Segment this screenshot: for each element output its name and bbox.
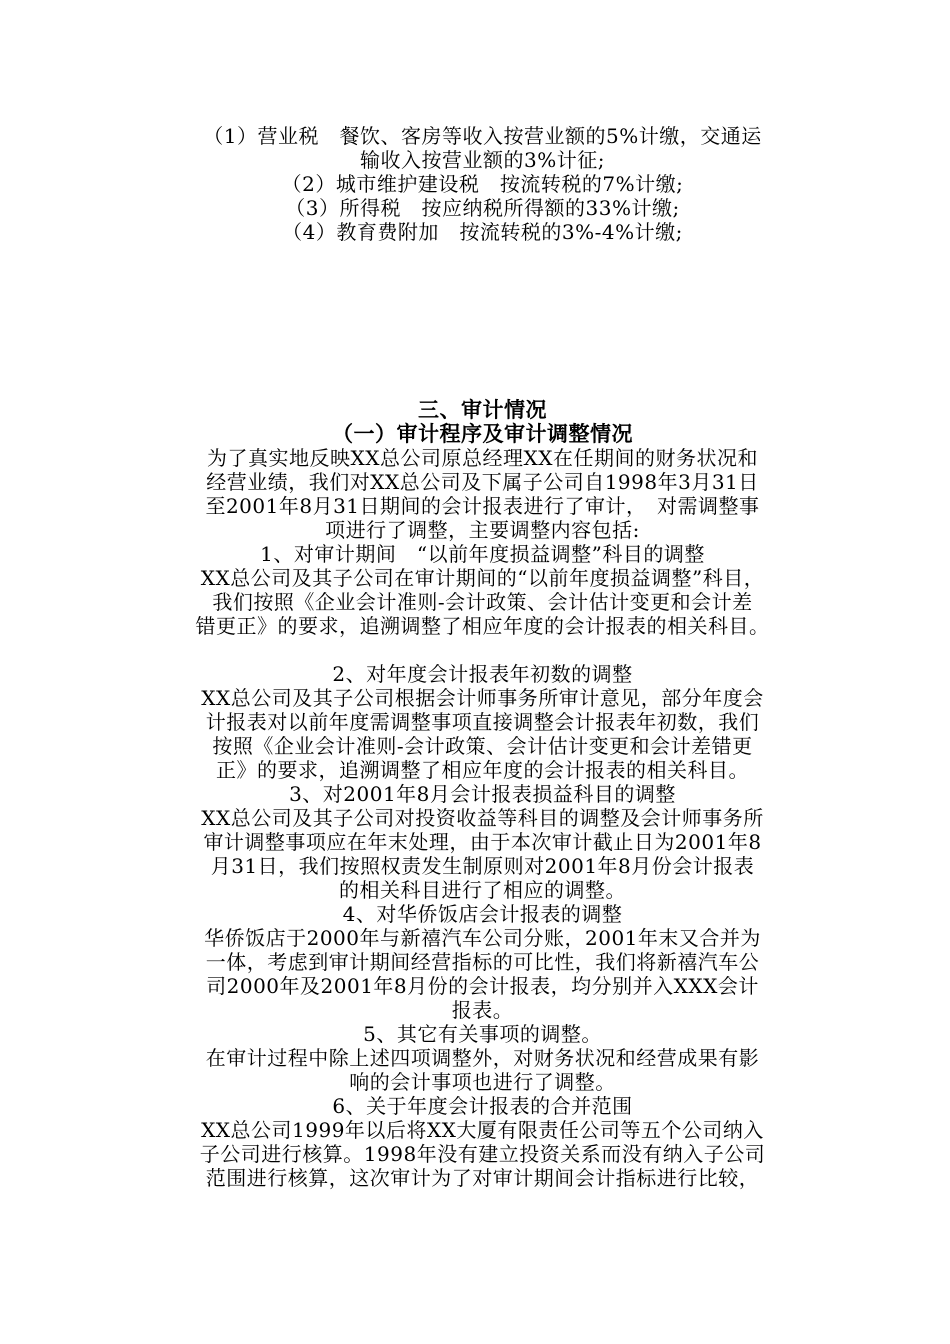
item6-title: 6、关于年度会计报表的合并范围 — [332, 1094, 633, 1118]
audit-section — [150, 398, 815, 1190]
item4-title: 4、对华侨饭店会计报表的调整 — [342, 902, 623, 926]
item5-title: 5、其它有关事项的调整。 — [363, 1022, 602, 1046]
intro-line: 至2001年8月31日期间的会计报表进行了审计， 对需调整事 — [205, 494, 760, 518]
item3-body-line: 月31日，我们按照权责发生制原则对2001年8月份会计报表 — [210, 854, 755, 878]
intro-line: 为了真实地反映XX总公司原总经理XX在任期间的财务状况和 — [207, 446, 758, 470]
item3-title: 3、对2001年8月会计报表损益科目的调整 — [289, 782, 676, 806]
item3-body-line: 的相关科目进行了相应的调整。 — [339, 878, 626, 902]
intro-line: 项进行了调整，主要调整内容包括: — [325, 518, 640, 542]
item1-title: 1、对审计期间 “以前年度损益调整”科目的调整 — [260, 542, 705, 566]
item5-body-line: 在审计过程中除上述四项调整外，对财务状况和经营成果有影 — [205, 1046, 760, 1070]
blank-spacer — [150, 638, 815, 662]
item2-body-line: 按照《企业会计准则-会计政策、会计估计变更和会计差错更 — [212, 734, 753, 758]
item3-body-line: 审计调整事项应在年末处理，由于本次审计截止日为2001年8 — [203, 830, 762, 854]
section-heading: 三、审计情况 — [418, 397, 547, 422]
item1-body-line: XX总公司及其子公司在审计期间的“以前年度损益调整”科目， — [200, 566, 765, 590]
tax-items-block — [150, 124, 815, 244]
item4-body-line: 司2000年及2001年8月份的会计报表，均分别并入XXX会计 — [206, 974, 759, 998]
item3-body-line: XX总公司及其子公司对投资收益等科目的调整及会计师事务所 — [201, 806, 764, 830]
item1-body-line: 我们按照《企业会计准则-会计政策、会计估计变更和会计差 — [212, 590, 753, 614]
item4-body-line: 华侨饭店于2000年与新禧汽车公司分账，2001年末又合并为 — [204, 926, 761, 950]
item2-title: 2、对年度会计报表年初数的调整 — [332, 662, 633, 686]
item5-body-line: 响的会计事项也进行了调整。 — [349, 1070, 616, 1094]
item4-body-line: 一体，考虑到审计期间经营指标的可比性，我们将新禧汽车公 — [205, 950, 760, 974]
item2-body-line: 计报表对以前年度需调整事项直接调整会计报表年初数，我们 — [205, 710, 760, 734]
item6-body-line: 范围进行核算，这次审计为了对审计期间会计指标进行比较， — [205, 1166, 760, 1190]
item6-body-line: XX总公司1999年以后将XX大厦有限责任公司等五个公司纳入 — [201, 1118, 764, 1142]
tax-item-line: （4）教育费附加 按流转税的3%-4%计缴; — [282, 220, 683, 244]
item6-body-line: 子公司进行核算。1998年没有建立投资关系而没有纳入子公司 — [199, 1142, 766, 1166]
tax-item-line: 输收入按营业额的3%计征; — [360, 148, 605, 172]
tax-item-line: （1）营业税 餐饮、客房等收入按营业额的5%计缴，交通运 — [203, 124, 762, 148]
tax-item-line: （3）所得税 按应纳税所得额的33%计缴; — [285, 196, 680, 220]
item4-body-line: 报表。 — [451, 998, 514, 1022]
section-subheading: （一）审计程序及审计调整情况 — [332, 421, 633, 446]
item2-body-line: 正》的要求，追溯调整了相应年度的会计报表的相关科目。 — [216, 758, 749, 782]
item2-body-line: XX总公司及其子公司根据会计师事务所审计意见，部分年度会 — [201, 686, 764, 710]
tax-item-line: （2）城市维护建设税 按流转税的7%计缴; — [281, 172, 684, 196]
item1-body-line: 错更正》的要求，追溯调整了相应年度的会计报表的相关科目。 — [195, 614, 770, 638]
intro-line: 经营业绩，我们对XX总公司及下属子公司自1998年3月31日 — [206, 470, 759, 494]
